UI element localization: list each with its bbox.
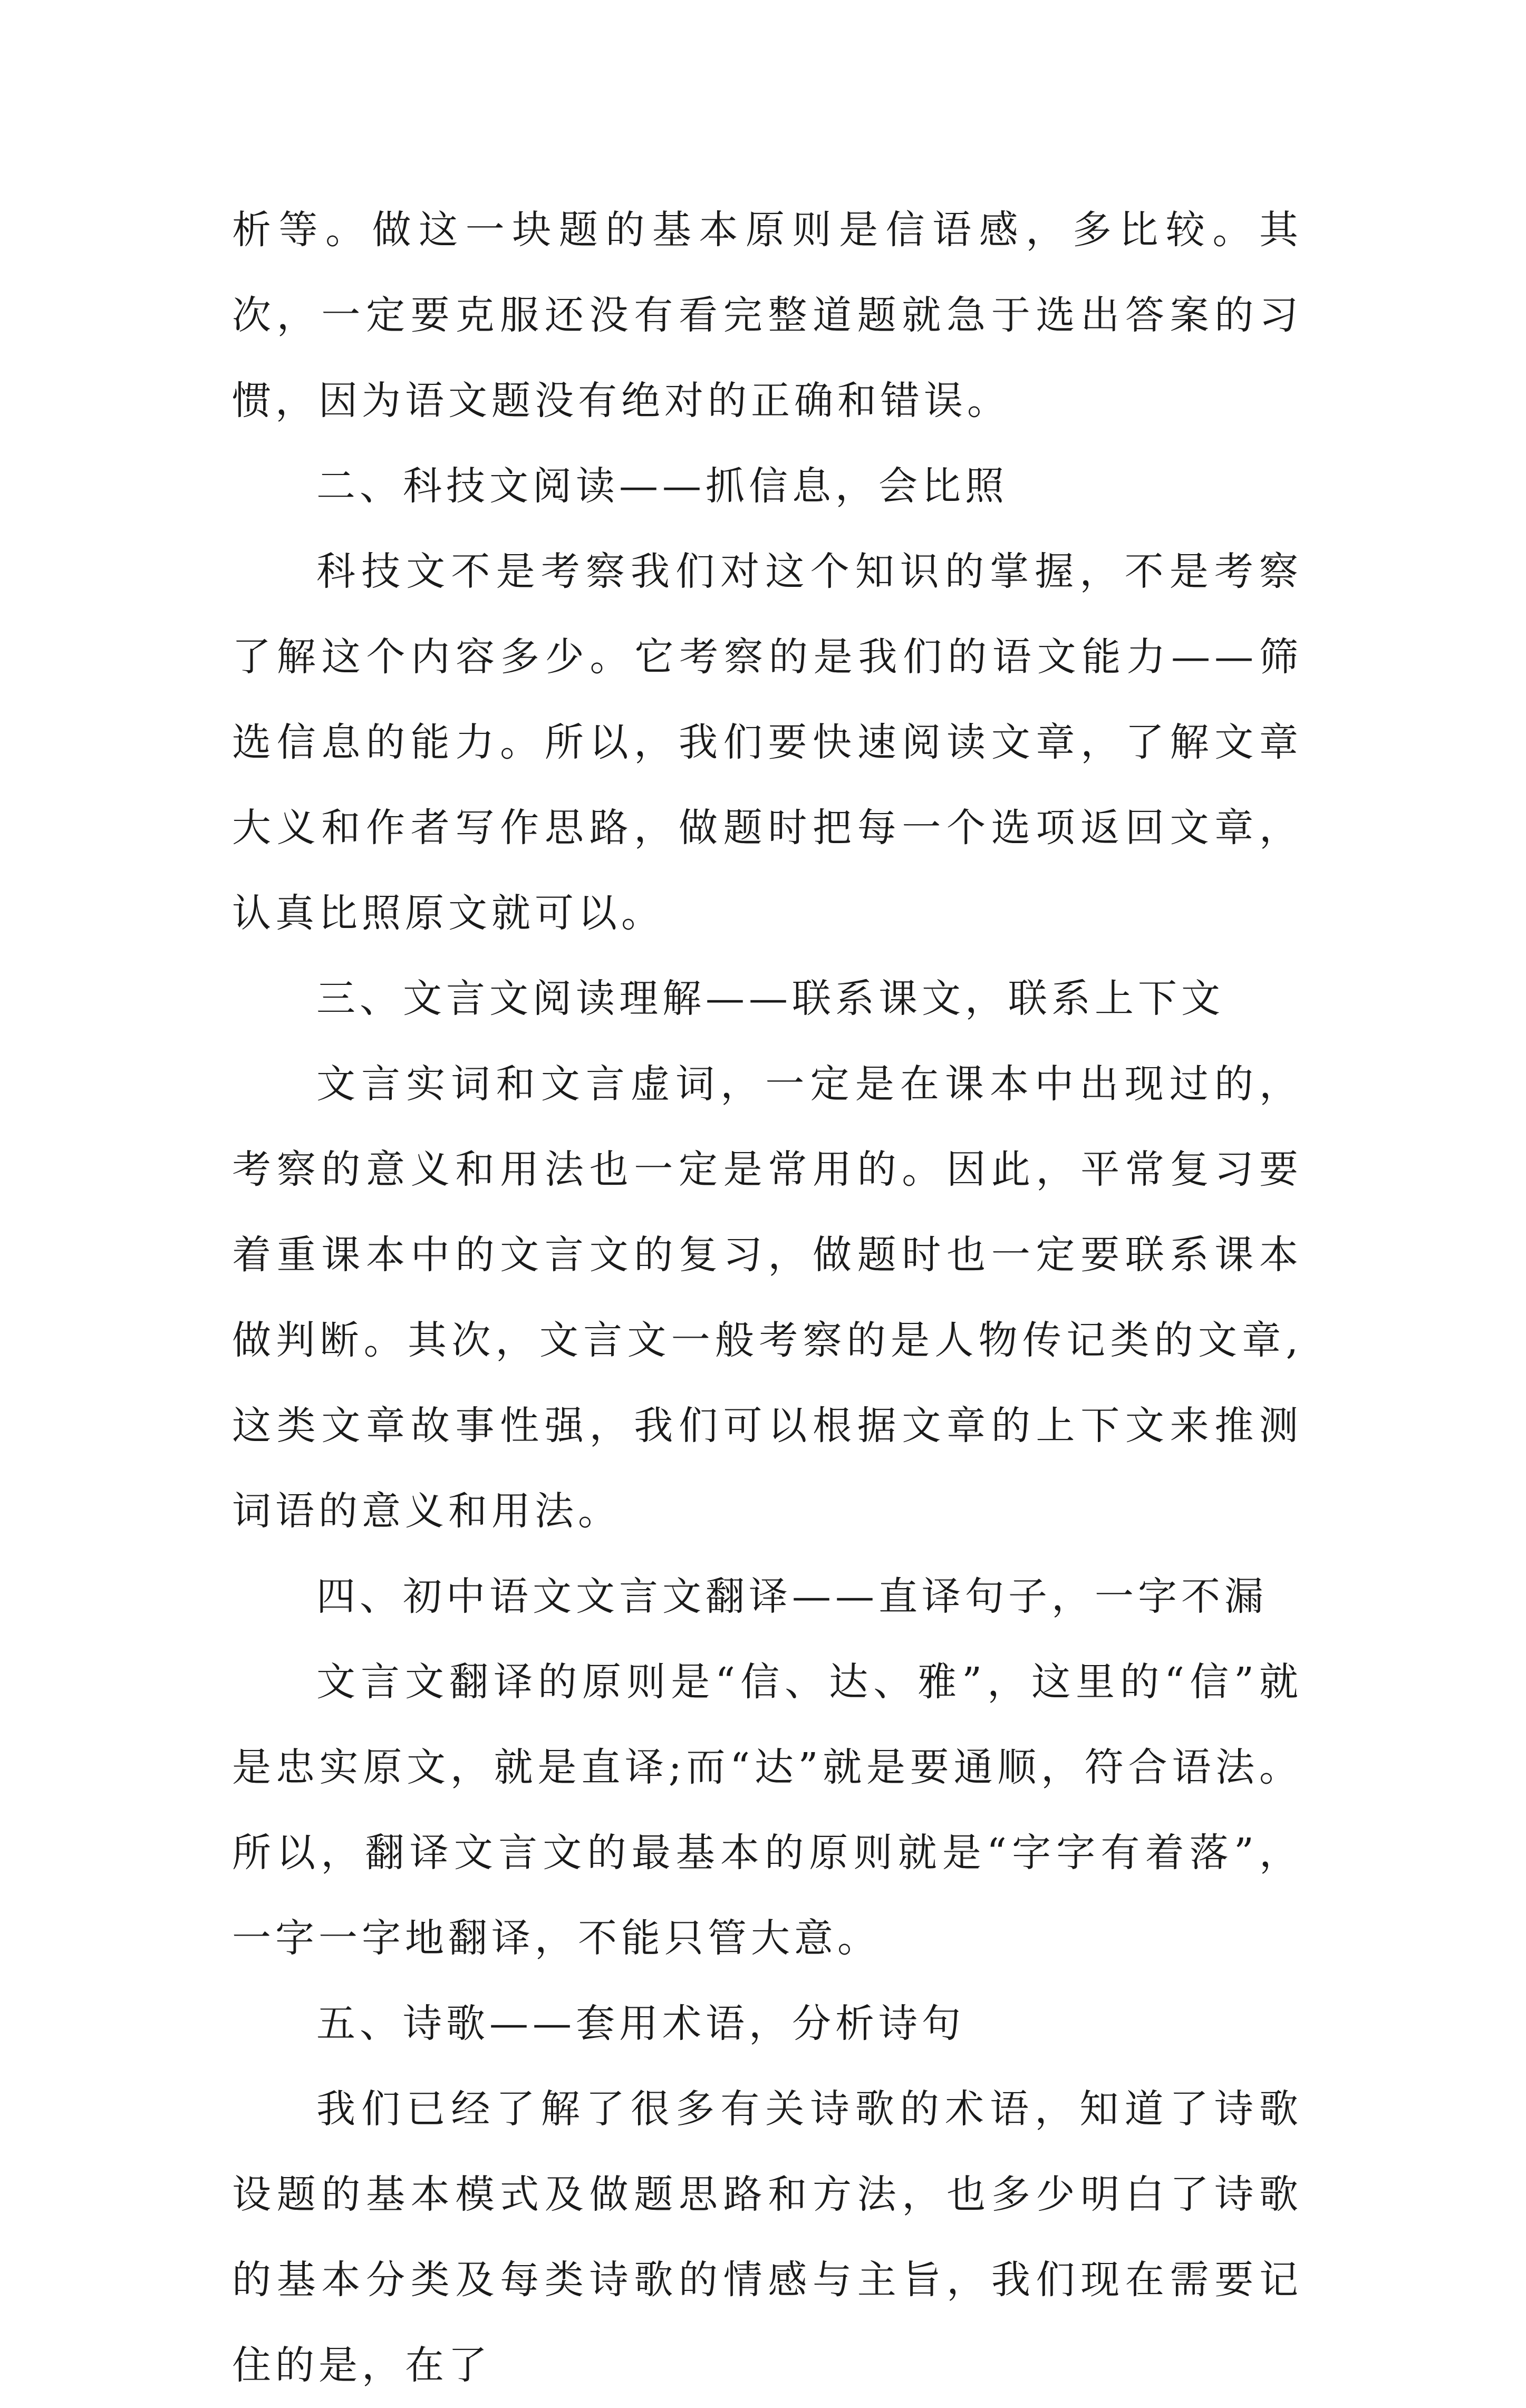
section-heading-3: 三、文言文阅读理解——联系课文，联系上下文 bbox=[316, 976, 1224, 1021]
section-heading-4: 四、初中语文文言文翻译——直译句子，一字不漏 bbox=[316, 1574, 1268, 1619]
section-heading-2: 二、科技文阅读——抓信息，会比照 bbox=[316, 463, 1008, 509]
paragraph-classical-reading: 文言实词和文言虚词，一定是在课本中出现过的，考察的意义和用法也一定是常用的。因此，平常复习要着重课本中的文言文的复习，做题时也一定要联系课本做判断。其次，文言文一般考察的是人物传记类的文章,这类文章故事性强，我们可以根据文章的上下文来推测词语的意义和用法。 bbox=[232, 1061, 1302, 1534]
paragraph-science-reading: 科技文不是考察我们对这个知识的掌握，不是考察了解这个内容多少。它考察的是我们的语文能力——筛选信息的能力。所以，我们要快速阅读文章，了解文章大义和作者写作思路，做题时把每一个选项返回文章，认真比照原文就可以。 bbox=[232, 549, 1302, 936]
paragraph-classical-translation: 文言文翻译的原则是“信、达、雅”，这里的“信”就是忠实原文，就是直译;而“达”就是要通顺，符合语法。所以，翻译文言文的最基本的原则就是“字字有着落”，一字一字地翻译，不能只管大意。 bbox=[232, 1659, 1302, 1961]
section-heading-5: 五、诗歌——套用术语，分析诗句 bbox=[316, 2001, 965, 2046]
document-body bbox=[232, 187, 1302, 2408]
paragraph-continued: 析等。做这一块题的基本原则是信语感，多比较。其次，一定要克服还没有看完整道题就急于选出答案的习惯，因为语文题没有绝对的正确和错误。 bbox=[232, 207, 1302, 423]
paragraph-poetry: 我们已经了解了很多有关诗歌的术语，知道了诗歌设题的基本模式及做题思路和方法，也多少明白了诗歌的基本分类及每类诗歌的情感与主旨，我们现在需要记住的是，在了 bbox=[232, 2086, 1302, 2388]
